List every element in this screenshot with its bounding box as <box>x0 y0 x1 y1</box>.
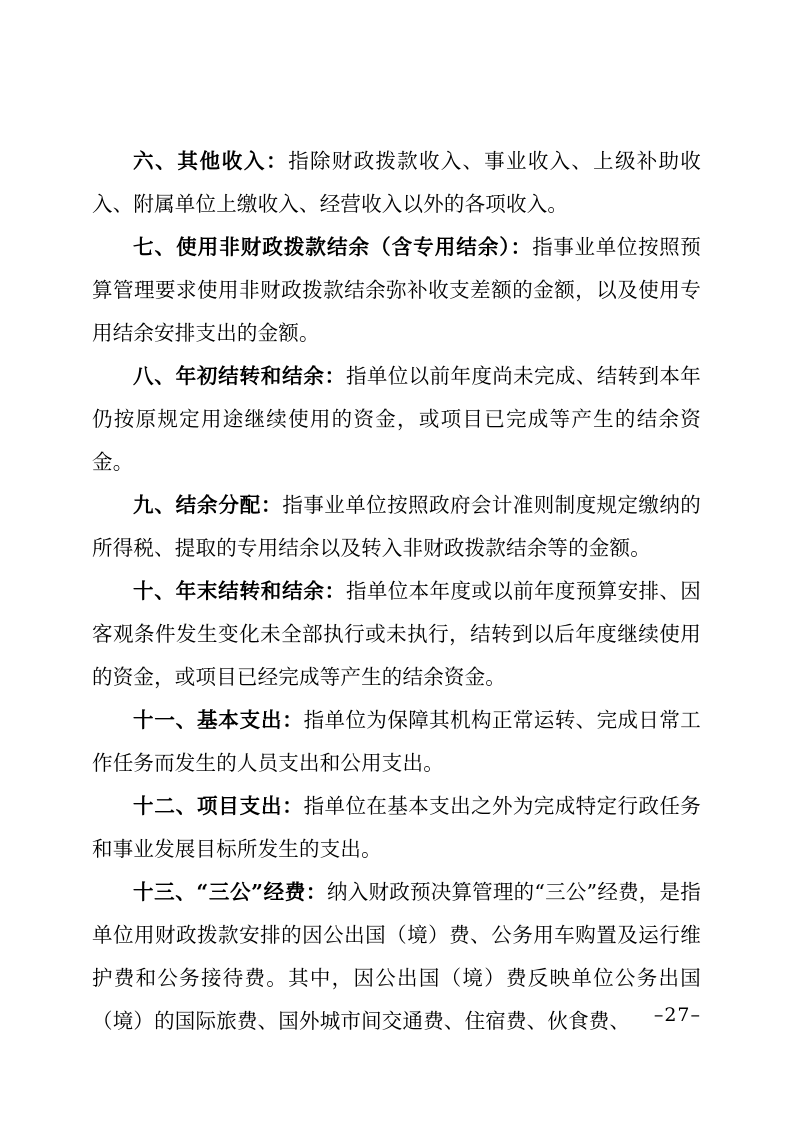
term-ending-carryover: 十、年末结转和结余： <box>133 579 346 603</box>
term-basic-expenditure: 十一、基本支出： <box>133 708 304 732</box>
definition-other-income: 指除财政拨款收入、事业收入、上级补助收入、附属单位上缴收入、经营收入以外的各项收入。 <box>92 149 701 216</box>
paragraph-beginning-carryover <box>92 355 701 484</box>
term-other-income: 六、其他收入： <box>133 149 289 173</box>
paragraph-three-public-expenses <box>92 871 701 1043</box>
term-non-fiscal-surplus: 七、使用非财政拨款结余（含专用结余）： <box>133 235 533 259</box>
definition-beginning-carryover: 指单位以前年度尚未完成、结转到本年仍按原规定用途继续使用的资金，或项目已完成等产生的结余资金。 <box>92 364 702 474</box>
paragraph-basic-expenditure <box>92 699 701 785</box>
definition-three-public-expenses: 纳入财政预决算管理的“三公”经费，是指单位用财政拨款安排的因公出国（境）费、公务用车购置及运行维护费和公务接待费。其中，因公出国（境）费反映单位公务出国（境）的国际旅费、国外城市间交通费、住宿费、伙食费、 <box>92 880 701 1033</box>
term-three-public-expenses: 十三、“三公”经费： <box>133 880 327 904</box>
paragraph-non-fiscal-surplus <box>92 226 701 355</box>
paragraph-project-expenditure <box>92 785 701 871</box>
definition-ending-carryover: 指单位本年度或以前年度预算安排、因客观条件发生变化未全部执行或未执行，结转到以后年度继续使用的资金，或项目已经完成等产生的结余资金。 <box>92 579 702 689</box>
definition-basic-expenditure: 指单位为保障其机构正常运转、完成日常工作任务而发生的人员支出和公用支出。 <box>92 708 701 775</box>
term-project-expenditure: 十二、项目支出： <box>133 794 304 818</box>
page-number: –27– <box>653 1004 701 1026</box>
paragraph-other-income <box>92 140 701 226</box>
paragraph-surplus-distribution <box>92 484 701 570</box>
definition-project-expenditure: 指单位在基本支出之外为完成特定行政任务和事业发展目标所发生的支出。 <box>92 794 701 861</box>
document-body <box>92 140 701 1043</box>
term-beginning-carryover: 八、年初结转和结余： <box>133 364 346 388</box>
definition-surplus-distribution: 指事业单位按照政府会计准则制度规定缴纳的所得税、提取的专用结余以及转入非财政拨款结余等的金额。 <box>92 493 702 560</box>
definition-non-fiscal-surplus: 指事业单位按照预算管理要求使用非财政拨款结余弥补收支差额的金额，以及使用专用结余安排支出的金额。 <box>92 235 701 345</box>
term-surplus-distribution: 九、结余分配： <box>133 493 283 517</box>
paragraph-ending-carryover <box>92 570 701 699</box>
